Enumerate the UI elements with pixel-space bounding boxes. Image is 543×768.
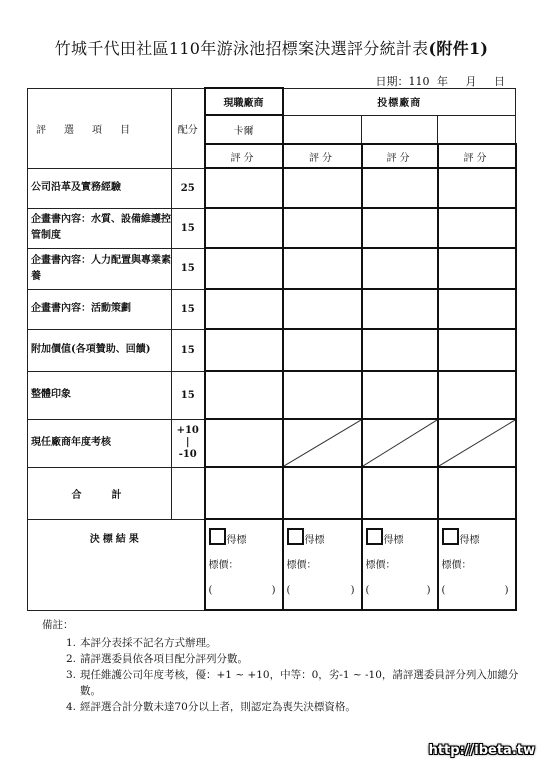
points-minus: -10: [178, 449, 197, 460]
diagonal-strike: [363, 420, 437, 466]
result-row: [28, 519, 516, 610]
table-row: [28, 248, 516, 289]
award-label: 得標: [304, 535, 325, 546]
score-cell[interactable]: [438, 248, 516, 289]
note-number: 4.: [66, 701, 77, 713]
row-item: 企畫書內容：人力配置與專業素養: [28, 248, 172, 289]
award-checkbox[interactable]: [287, 528, 304, 545]
notes-section: [42, 617, 520, 715]
row-points: 15: [172, 371, 205, 419]
table-row: [28, 168, 516, 208]
score-cell[interactable]: [205, 168, 283, 208]
award-label: 得標: [459, 535, 480, 546]
paren-close: ): [350, 585, 355, 596]
crossed-out-cell: [362, 419, 438, 467]
score-cell[interactable]: [205, 419, 283, 467]
score-cell[interactable]: [283, 289, 362, 329]
award-checkbox[interactable]: [366, 528, 383, 545]
date-label: 日期：110: [375, 75, 430, 88]
total-cell[interactable]: [438, 467, 516, 519]
score-cell[interactable]: [362, 329, 438, 371]
vendor-name: 卡爾: [205, 115, 283, 144]
result-label: 決標結果: [28, 519, 205, 610]
total-points-cell: [172, 467, 205, 519]
note-number: 3.: [66, 669, 77, 681]
score-cell[interactable]: [205, 289, 283, 329]
row-points: 15: [172, 289, 205, 329]
document-title: [0, 36, 543, 59]
note-number: 1.: [66, 637, 77, 649]
table-row: [28, 289, 516, 329]
price-label: 標價：: [441, 560, 472, 571]
bid-result-cell: [438, 519, 516, 610]
score-cell[interactable]: [362, 208, 438, 248]
score-cell[interactable]: [362, 248, 438, 289]
row-item: 企畫書內容：活動策劃: [28, 289, 172, 329]
note-text: 本評分表採不記名方式辦理。: [80, 637, 217, 649]
award-label: 得標: [226, 535, 247, 546]
paren-close: ): [426, 585, 431, 596]
row-item: 公司沿革及實務經驗: [28, 168, 172, 208]
header-current-vendor: 現職廠商: [205, 88, 283, 115]
note-text: 請評選委員依各項目配分評列分數。: [80, 653, 248, 665]
score-cell[interactable]: [205, 248, 283, 289]
notes-list: [42, 635, 520, 715]
score-cell[interactable]: [362, 168, 438, 208]
score-cell[interactable]: [283, 248, 362, 289]
row-item: 現任廠商年度考核: [28, 419, 172, 467]
score-cell[interactable]: [283, 208, 362, 248]
notes-label: 備註：: [42, 619, 74, 631]
score-cell[interactable]: [205, 329, 283, 371]
score-col-label: 評分: [205, 144, 283, 168]
points-bar: |: [185, 437, 190, 448]
row-points: 25: [172, 168, 205, 208]
score-cell[interactable]: [362, 289, 438, 329]
award-checkbox[interactable]: [442, 528, 459, 545]
date-month-unit: 月: [465, 75, 477, 88]
header-score: 配分: [172, 88, 205, 168]
note-item: [42, 667, 520, 699]
total-cell[interactable]: [283, 467, 362, 519]
paren-open: (: [286, 585, 291, 596]
price-label: 標價：: [286, 560, 317, 571]
score-cell[interactable]: [205, 208, 283, 248]
note-item: [42, 699, 520, 715]
diagonal-strike: [439, 420, 515, 466]
score-col-label: 評分: [438, 144, 516, 168]
header-bidding-vendor: 投標廠商: [283, 88, 516, 115]
crossed-out-cell: [283, 419, 362, 467]
vendor-slot-2[interactable]: [362, 115, 438, 144]
paren-close: ): [271, 585, 276, 596]
row-points: 15: [172, 329, 205, 371]
bid-result-cell: [205, 519, 283, 610]
score-cell[interactable]: [205, 371, 283, 419]
total-cell[interactable]: [362, 467, 438, 519]
score-table: [27, 87, 517, 611]
score-cell[interactable]: [283, 168, 362, 208]
vendor-slot-3[interactable]: [438, 115, 516, 144]
note-number: 2.: [66, 653, 77, 665]
award-label: 得標: [383, 535, 404, 546]
total-cell[interactable]: [205, 467, 283, 519]
title-main: 竹城千代田社區110年游泳池招標案決選評分統計表: [54, 39, 429, 58]
points-plus: +10: [176, 425, 199, 436]
bid-result-cell: [362, 519, 438, 610]
table-row: [28, 419, 516, 467]
note-text: 經評選合計分數未達70分以上者，則認定為喪失決標資格。: [80, 701, 356, 713]
table-row: [28, 371, 516, 419]
price-label: 標價：: [208, 560, 239, 571]
score-cell[interactable]: [438, 289, 516, 329]
table-row: [28, 329, 516, 371]
title-attachment: (附件1): [428, 39, 489, 58]
row-points-range: [172, 419, 205, 467]
header-item: 評選項目: [28, 88, 172, 168]
note-item: [42, 635, 520, 651]
score-cell[interactable]: [362, 371, 438, 419]
paren-close: ): [504, 585, 509, 596]
price-label: 標價：: [365, 560, 396, 571]
total-row: [28, 467, 516, 519]
note-item: [42, 651, 520, 667]
total-label: 合計: [28, 467, 172, 519]
paren-open: (: [365, 585, 370, 596]
table-row: [28, 208, 516, 248]
score-col-label: 評分: [362, 144, 438, 168]
bid-result-cell: [283, 519, 362, 610]
score-cell[interactable]: [438, 329, 516, 371]
score-cell[interactable]: [438, 208, 516, 248]
vendor-slot-1[interactable]: [283, 115, 362, 144]
row-item: 企畫書內容：水質、設備維護控管制度: [28, 208, 172, 248]
row-item: 附加價值(各項贊助、回饋): [28, 329, 172, 371]
date-day-unit: 日: [494, 75, 505, 88]
row-points: 15: [172, 208, 205, 248]
score-cell[interactable]: [283, 329, 362, 371]
award-checkbox[interactable]: [209, 528, 226, 545]
diagonal-strike: [284, 420, 361, 466]
score-cell[interactable]: [438, 168, 516, 208]
crossed-out-cell: [438, 419, 516, 467]
score-col-label: 評分: [283, 144, 362, 168]
note-text: 現任維護公司年度考核，優：+1 ~ +10，中等：0，劣-1 ~ -10，請評選委員評分列入加總分數。: [80, 669, 519, 697]
score-cell[interactable]: [438, 371, 516, 419]
row-points: 15: [172, 248, 205, 289]
paren-open: (: [208, 585, 213, 596]
date-year-unit: 年: [437, 75, 448, 88]
score-cell[interactable]: [283, 371, 362, 419]
row-item: 整體印象: [28, 371, 172, 419]
paren-open: (: [441, 585, 446, 596]
watermark: http://ibeta.tw: [428, 743, 535, 758]
